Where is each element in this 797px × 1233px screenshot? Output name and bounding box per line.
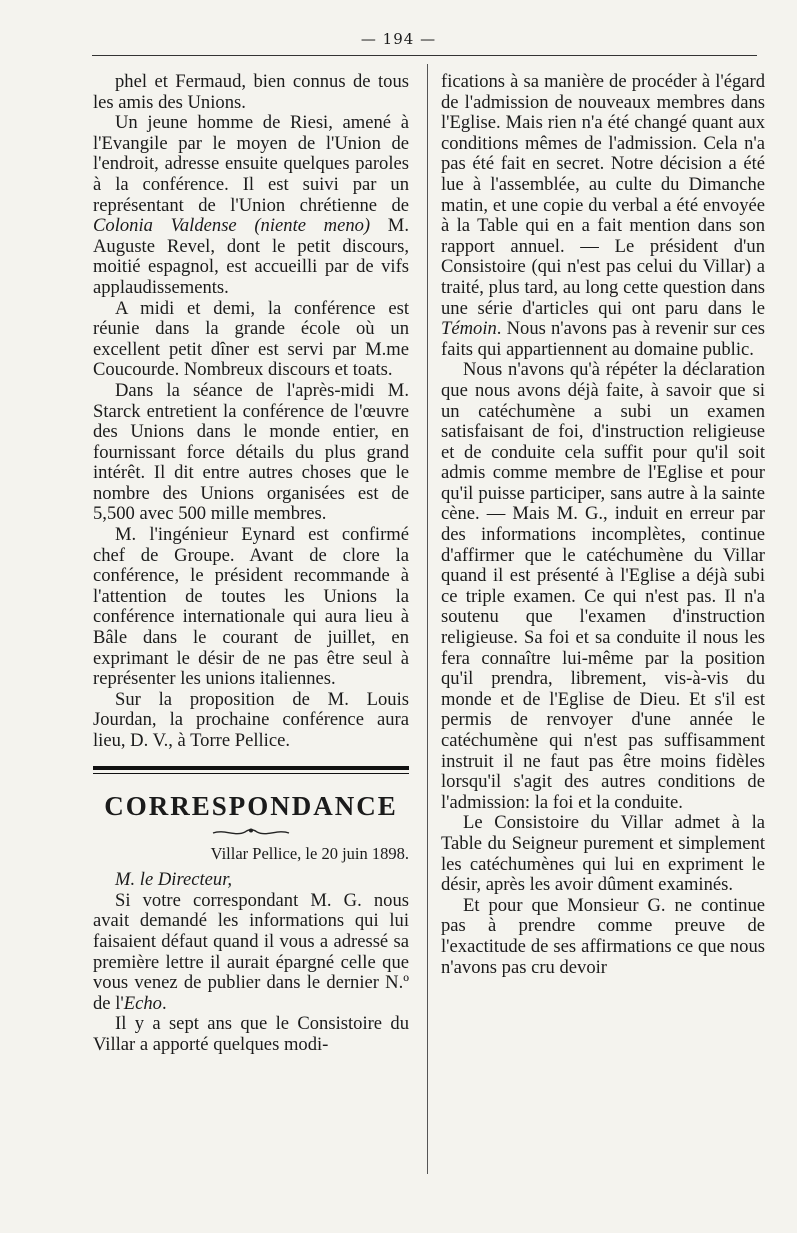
paragraph xyxy=(93,525,409,690)
paragraph-text: Dans la séance de l'après-midi M. Starck entretient la conférence de l'œuvre des Unions dans le monde entier, en fournissant force détails du plus grand intérêt. Il dit entre autres choses que le nombre des Unions organisées est de 5,500 avec 500 mille membres. xyxy=(93,379,409,525)
paragraph xyxy=(93,891,409,1015)
paragraph-text: Il y a sept ans que le Consistoire du Villar a apporté quelques modi- xyxy=(93,1013,409,1055)
paragraph-text: M. l'ingénieur Eynard est confirmé chef de Groupe. Avant de clore la conférence, le président recommande à l'attention de toutes les Unions la conférence internationale qui aura lieu à Bâle dans le courant de juillet, en exprimant le désir de ne pas être seul à représenter les unions italiennes. xyxy=(93,524,409,690)
column-divider xyxy=(427,64,428,1174)
left-paragraphs xyxy=(93,72,409,752)
paragraph xyxy=(441,896,765,978)
letter-body xyxy=(93,891,409,1056)
paragraph-text: Si votre correspondant M. G. nous avait demandé les informations qui lui faisaient défaut quand il vous a adressé sa première lettre il aurait épargné celle que vous venez de publier dans le dernier N.º de l' xyxy=(93,889,409,1014)
header-rule xyxy=(92,55,757,56)
paragraph xyxy=(93,113,409,298)
paragraph-text: phel et Fermaud, bien connus de tous les amis des Unions. xyxy=(93,71,409,113)
dateline: Villar Pellice, le 20 juin 1898. xyxy=(210,843,409,863)
right-column xyxy=(441,72,765,978)
paragraph xyxy=(441,360,765,813)
section-title: CORRESPONDANCE xyxy=(104,790,398,821)
paragraph-text: Et pour que Monsieur G. ne continue pas à prendre comme preuve de l'exactitude de ses affirmations ce que nous n'avons pas cru devoir xyxy=(441,894,765,978)
paragraph xyxy=(441,813,765,895)
italic-text: Témoin xyxy=(441,318,497,340)
paragraph xyxy=(93,381,409,525)
paragraph xyxy=(441,72,765,360)
paragraph xyxy=(93,72,409,113)
paragraph xyxy=(93,690,409,752)
paragraph-text: . Nous n'avons pas à revenir sur ces faits qui appartiennent au domaine public. xyxy=(441,318,765,360)
page-number: — 194 — xyxy=(360,30,437,48)
paragraph xyxy=(93,299,409,381)
paragraph-text: fications à sa manière de procéder à l'égard de l'admission de nouveaux membres dans l'Eglise. Mais rien n'a été changé quant aux conditions mêmes de l'admission. Cela n'a pas été fait en secret. Notre décision a été lue à l'assemblée, au culte du Dimanche matin, et une copie du verbal a été envoyée à la Table qui en a fait mention dans son rapport annuel. — Le président d'un Consistoire (qui n'est pas celui du Villar) a traité, plus tard, au long cette question dans une série d'articles qui ont paru dans le xyxy=(441,71,765,319)
paragraph-text: Le Consistoire du Villar admet à la Table du Seigneur purement et simplement les catéchumènes qui lui en expriment le désir, après les avoir dûment examinés. xyxy=(441,812,765,896)
section-separator xyxy=(93,766,409,774)
left-column xyxy=(93,72,409,1056)
italic-text: Echo xyxy=(123,992,162,1014)
paragraph-text: . xyxy=(161,992,167,1014)
right-paragraphs xyxy=(441,72,765,978)
paragraph-text: Sur la proposition de M. Louis Jourdan, la prochaine conférence aura lieu, D. V., à Torre Pellice. xyxy=(93,688,409,751)
paragraph xyxy=(93,1014,409,1055)
paragraph-text: A midi et demi, la conférence est réunie dans la grande école où un excellent petit dîner est servi par M.me Coucourde. Nombreux discours et toats. xyxy=(93,297,409,381)
paragraph-text: M. Auguste Revel, dont le petit discours, moitié espagnol, est accueilli par de vifs applaudissements. xyxy=(93,215,409,298)
paragraph-text: Un jeune homme de Riesi, amené à l'Evangile par le moyen de l'Union de l'endroit, adresse ensuite quelques paroles à la conférence. Il est suivi par un représentant de l'Union chrétienne de xyxy=(93,112,409,216)
salutation: M. le Directeur, xyxy=(115,869,233,891)
ornament-flourish xyxy=(211,826,291,838)
paragraph-text: Nous n'avons qu'à répéter la déclaration que nous avons déjà faite, à savoir que si un catéchumène a subi un examen satisfaisant de foi, d'instruction religieuse et de conduite cela suffit pour qu'il soit admis comme membre de l'Eglise et pour qu'il puisse participer, sans autre à la sainte cène. — Mais M. G., induit en erreur par des informations incomplètes, continue d'affirmer que le catéchumène du Villar quand il est présenté à l'Eglise a déjà subi ce triple examen. Ce qui n'est pas. Il n'a soutenu que l'examen d'instruction religieuse. Sa foi et sa conduite il nous les fera connaître lui-même par la position qu'il prendra, librement, vis-à-vis du monde et de l'Eglise de Dieu. Et s'il est permis de renvoyer d'une année le catéchumène qui n'est pas suffisamment instruit il ne faut pas être moins fidèles lorsqu'il s'agit des autres conditions de l'admission: la foi et la conduite. xyxy=(441,359,765,813)
italic-text: Colonia Valdense (niente meno) xyxy=(93,215,371,237)
